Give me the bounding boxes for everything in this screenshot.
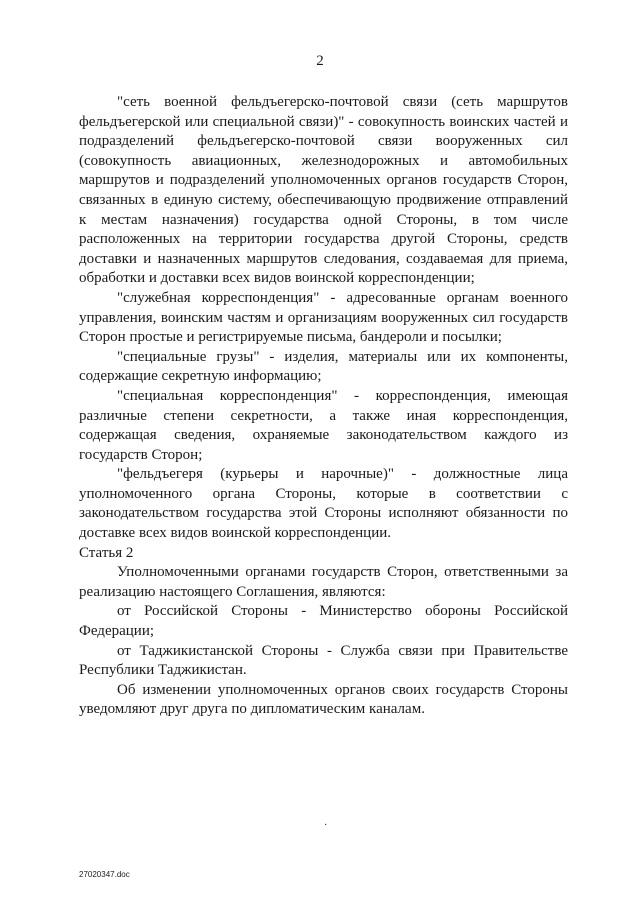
footer-code: 27020347.doc — [79, 870, 130, 879]
paragraph: от Таджикистанской Стороны - Служба связи при Правительстве Республики Таджикистан. — [79, 642, 568, 679]
paragraph: Уполномоченными органами государств Сторон, ответственными за реализацию настоящего Соглашения, являются: — [79, 564, 568, 600]
paragraph: "специальная корреспонденция" - корреспонденция, имеющая различные степени секретности, а также иная корреспонденция, содержащая сведения, охраняемые законодательством каждого из государств Сторон; — [79, 387, 568, 463]
paragraph: от Российской Стороны - Министерство обороны Российской Федерации; — [79, 603, 568, 640]
paragraph: "специальные грузы" - изделия, материалы или их компоненты, содержащие секретную информацию; — [79, 348, 568, 385]
paragraph: "служебная корреспонденция" - адресованные органам военного управления, воинским частям и организациям вооруженных сил государств Сторон простые и регистрируемые письма, бандероли и посылки; — [79, 289, 568, 346]
paragraph: Об изменении уполномоченных органов своих государств Стороны уведомляют друг друга по дипломатическим каналам. — [79, 681, 568, 718]
page-number: 2 — [316, 53, 324, 69]
scan-dot: · — [324, 820, 328, 831]
article-heading: Статья 2 — [79, 544, 134, 561]
paragraph: "сеть военной фельдъегерско-почтовой связи (сеть маршрутов фельдъегерской или специальной связи)" - совокупность воинских частей и подразделений фельдъегерско-почтовой связи вооруженных сил (совокупность авиационных, железнодорожных и автомобильных маршрутов и подразделений уполномоченных органов государств Сторон, связанных в единую систему, обеспечивающую продвижение отправлений к местам назначения) государства одной Стороны, в том числе расположенных на территории государства другой Стороны, средств доставки и назначенных маршрутов следования, создаваемая для приема, обработки и доставки всех видов воинской корреспонденции; — [79, 94, 568, 287]
document-body — [79, 93, 568, 720]
paragraph: "фельдъегеря (курьеры и нарочные)" - должностные лица уполномоченного органа Стороны, которые в соответствии с законодательством государства этой Стороны исполняют обязанности по доставке всех видов воинской корреспонденции. — [79, 466, 568, 542]
